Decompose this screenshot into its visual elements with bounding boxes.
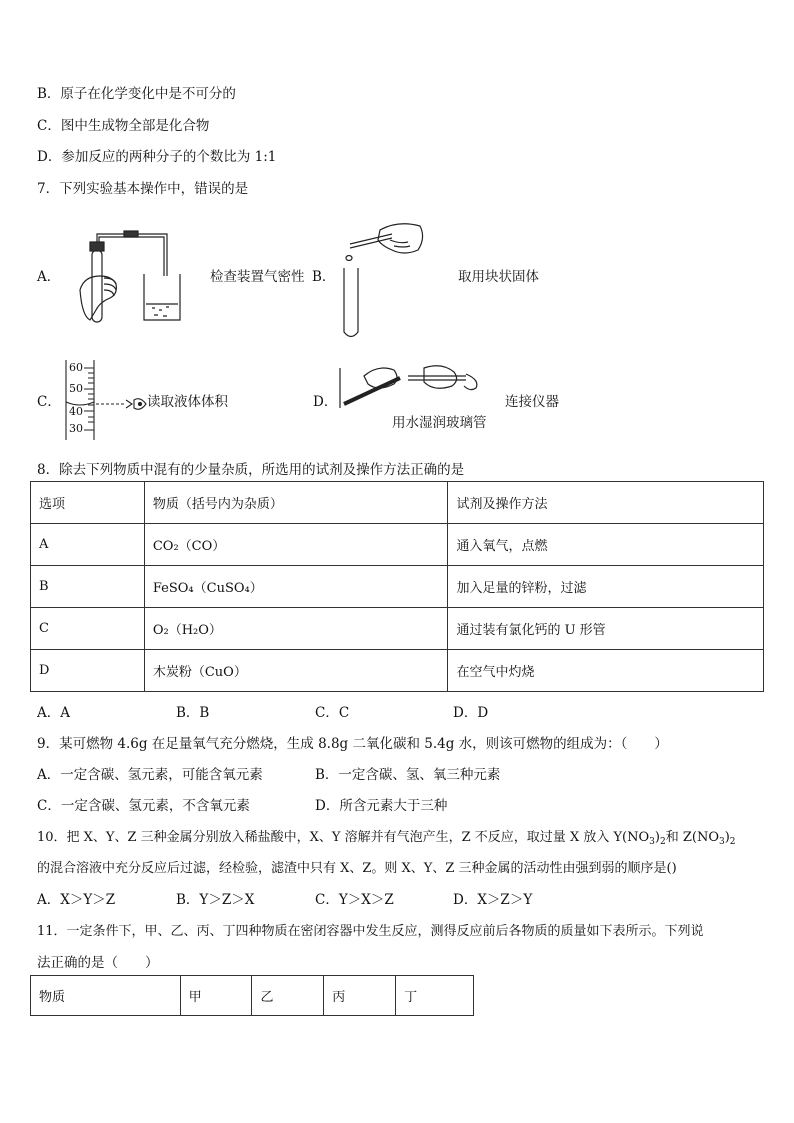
q10-text-part4: ) [724,830,730,845]
q10-option-b: B．Y＞Z＞X [176,892,255,908]
q7-option-b-caption: 取用块状固体 [458,269,539,285]
table-cell: C [31,608,145,650]
q8-option-b: B．B [176,705,210,721]
header-cell: 物质 [31,976,181,1016]
q9-option-d: D．所含元素大于三种 [315,798,448,814]
table-cell: FeSO₄（CuSO₄） [144,566,448,608]
q8-table [30,481,764,692]
q10-text-part2: ) [654,830,660,845]
table-cell: B [31,566,145,608]
header-cell: 选项 [31,482,145,524]
q10-option-a: A．X＞Y＞Z [37,892,116,908]
q10-text-part3: 和 Z(NO [665,830,719,845]
q7-option-b-letter: B． [312,269,336,285]
header-cell: 甲 [180,976,252,1016]
q10-option-c: C．Y＞X＞Z [315,892,394,908]
q8-option-c: C．C [315,705,350,721]
cylinder-tick-40: 40 [69,405,83,418]
table-row [31,608,764,650]
q11-table [30,975,474,1016]
table-cell: 通过装有氯化钙的 U 形管 [448,608,764,650]
q8-option-d: D．D [453,705,489,721]
q10-subscript-2b: 2 [729,837,736,847]
table-cell: 在空气中灼烧 [448,650,764,692]
q9-option-c: C．一定含碳、氢元素，不含氧元素 [37,798,250,814]
q10-subscript-2a: 2 [659,837,666,847]
table-cell: O₂（H₂O） [144,608,448,650]
q7-option-d-letter: D． [313,394,338,410]
q9-option-a: A．一定含碳、氢元素，可能含氧元素 [37,767,263,783]
table-cell: 加入足量的锌粉，过滤 [448,566,764,608]
connect-apparatus-figure [338,364,486,414]
table-cell: D [31,650,145,692]
table-header-row [31,482,764,524]
take-solid-figure [332,222,432,342]
q10-subscript-3b: 3 [718,837,725,847]
q7-option-a-letter: A． [37,269,61,285]
q9-stem: 9．某可燃物 4.6g 在足量氧气充分燃烧，生成 8.8g 二氧化碳和 5.4g 水，则该可燃物的组成为：（ ） [37,736,668,752]
airtightness-check-figure [62,220,192,330]
q7-option-d-sub-caption: 用水湿润玻璃管 [392,415,487,431]
header-cell: 丁 [396,976,474,1016]
q7-option-a-caption: 检查装置气密性 [210,269,305,285]
q7-option-c-caption: 读取液体体积 [147,394,228,410]
q8-option-a: A．A [37,705,70,721]
table-cell: CO₂（CO） [144,524,448,566]
q10-stem-line2: 的混合溶液中充分反应后过滤，经检验，滤渣中只有 X、Z。则 X、Y、Z 三种金属的活动性由强到弱的顺序是() [37,861,677,876]
table-row [31,650,764,692]
q6-option-d: D．参加反应的两种分子的个数比为 1:1 [37,149,277,165]
q10-subscript-3a: 3 [649,837,655,847]
table-row [31,566,764,608]
header-cell: 丙 [324,976,396,1016]
q7-stem: 7．下列实验基本操作中，错误的是 [37,181,249,197]
q7-option-d-caption: 连接仪器 [505,394,559,410]
q11-stem-line1: 11．一定条件下，甲、乙、丙、丁四种物质在密闭容器中发生反应，测得反应前后各物质的质量如下表所示。下列说 [37,924,704,939]
header-cell: 乙 [252,976,324,1016]
cylinder-tick-30: 30 [69,422,83,435]
q6-option-b: B．原子在化学变化中是不可分的 [37,86,236,102]
graduated-cylinder-figure [62,356,150,442]
q10-text-part1: 10．把 X、Y、Z 三种金属分别放入稀盐酸中，X、Y 溶解并有气泡产生，Z 不反应，取过量 X 放入 Y(NO [37,830,650,845]
q7-option-c-letter: C． [37,394,61,410]
table-cell: 通入氧气，点燃 [448,524,764,566]
q9-option-b: B．一定含碳、氢、氧三种元素 [315,767,501,783]
header-cell: 试剂及操作方法 [448,482,764,524]
table-header-row [31,976,474,1016]
cylinder-tick-60: 60 [69,361,83,374]
table-row [31,524,764,566]
q10-option-d: D．X＞Z＞Y [453,892,533,908]
q6-option-c: C．图中生成物全部是化合物 [37,118,210,134]
table-cell: A [31,524,145,566]
q8-stem: 8．除去下列物质中混有的少量杂质，所选用的试剂及操作方法正确的是 [37,462,465,478]
table-cell: 木炭粉（CuO） [144,650,448,692]
cylinder-tick-50: 50 [69,382,83,395]
q10-stem-line1 [37,826,736,847]
q11-stem-line2: 法正确的是（ ） [37,955,159,971]
header-cell: 物质（括号内为杂质） [144,482,448,524]
